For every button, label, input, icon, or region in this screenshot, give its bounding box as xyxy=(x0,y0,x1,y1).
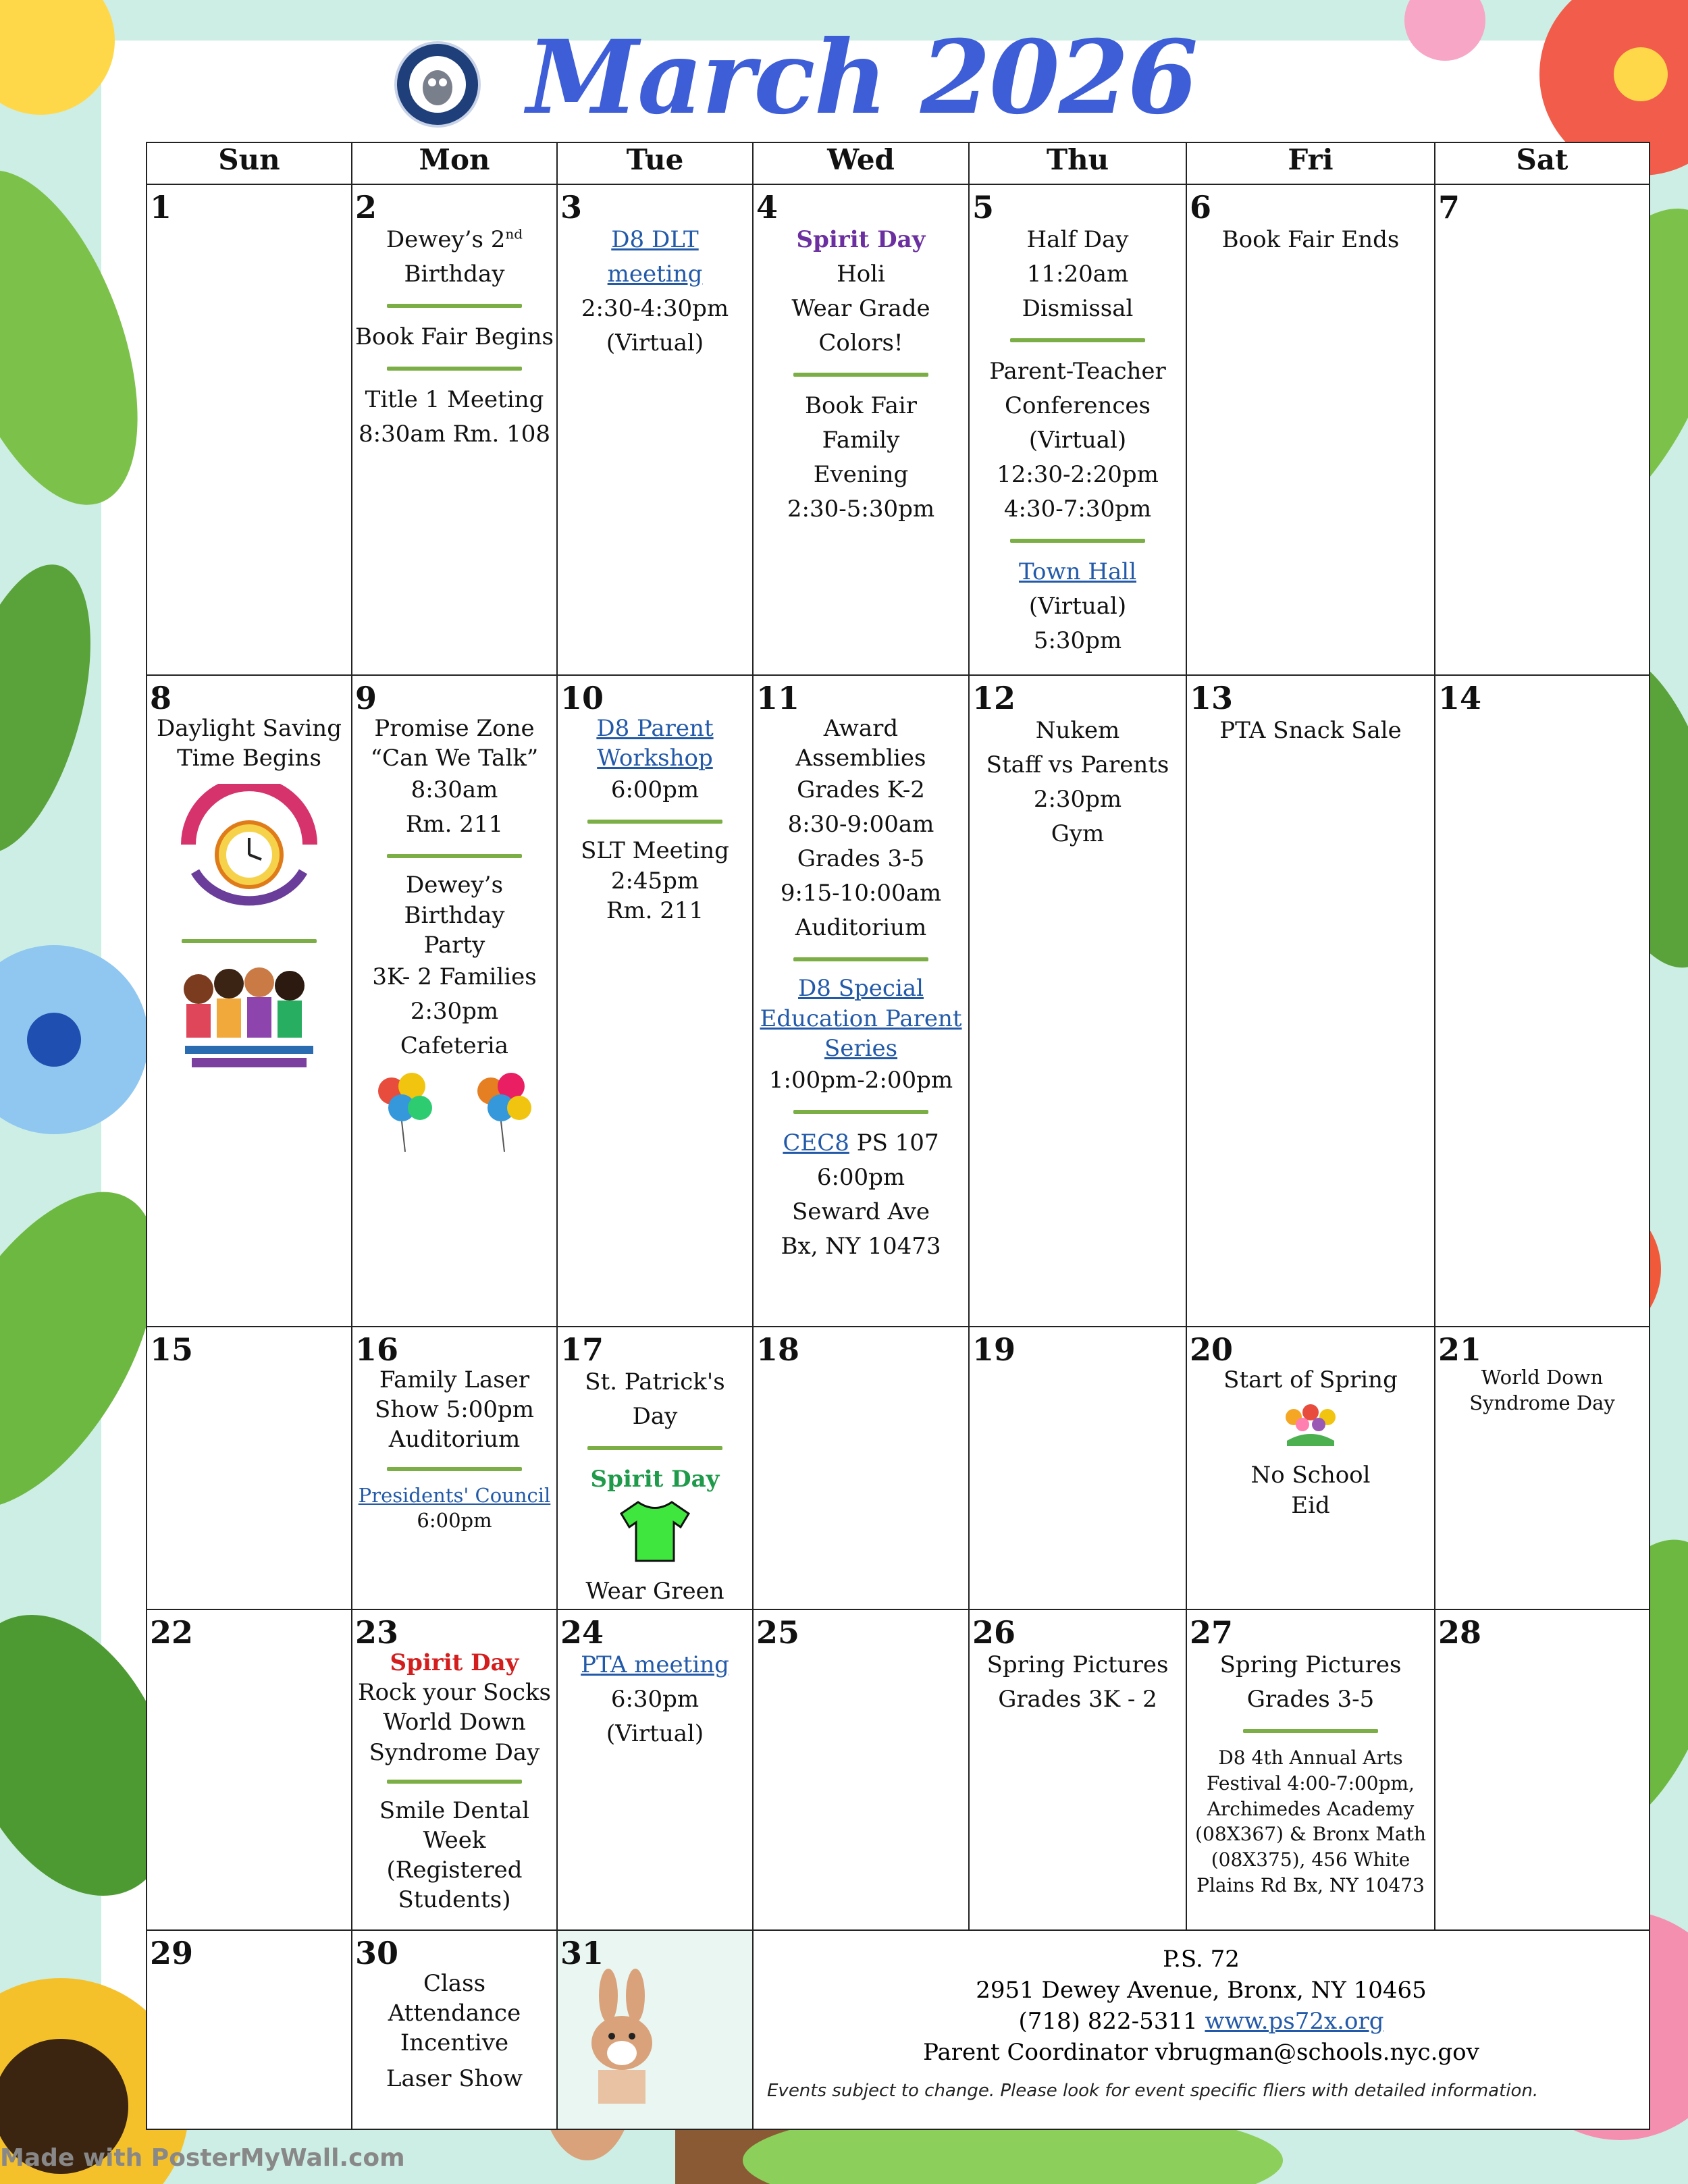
day-number: 17 xyxy=(560,1331,604,1368)
day-cell-2 xyxy=(352,184,557,675)
dlt-meeting-link[interactable]: D8 DLT meeting xyxy=(607,226,703,288)
day-number: 27 xyxy=(1190,1614,1234,1651)
event-text: Syndrome Day xyxy=(369,1738,540,1766)
school-info-cell xyxy=(753,1930,1650,2129)
weekday-header-row xyxy=(147,142,1650,184)
parent-workshop-link[interactable]: D8 Parent xyxy=(596,715,714,742)
day-cell-22 xyxy=(147,1609,352,1930)
event-text: Birthday xyxy=(404,261,505,288)
day-number: 1 xyxy=(150,189,172,225)
event-text: 2:30-4:30pm xyxy=(581,295,729,322)
event-text: Dewey’s 2nd xyxy=(386,225,523,253)
day-number: 6 xyxy=(1190,189,1212,225)
cec8-link[interactable]: CEC8 xyxy=(783,1129,849,1156)
day-number: 2 xyxy=(355,189,377,225)
day-cell-28 xyxy=(1435,1609,1650,1930)
separator xyxy=(387,304,522,308)
event-text: Festival 4:00-7:00pm, xyxy=(1207,1772,1415,1794)
event-text: (Virtual) xyxy=(606,329,704,356)
day-cell-6 xyxy=(1186,184,1435,675)
day-cell-31 xyxy=(557,1930,753,2129)
event-text: No School xyxy=(1250,1462,1371,1489)
day-cell-30 xyxy=(352,1930,557,2129)
day-cell-26 xyxy=(969,1609,1186,1930)
day-cell-1 xyxy=(147,184,352,675)
day-number: 3 xyxy=(560,189,583,225)
event-text: Syndrome Day xyxy=(1469,1391,1615,1414)
event-text: Spring Pictures xyxy=(986,1651,1169,1678)
green-tshirt-icon xyxy=(614,1497,695,1564)
event-text: Promise Zone xyxy=(374,715,535,742)
event-text: Book Fair Ends xyxy=(1221,226,1400,253)
day-number: 13 xyxy=(1190,680,1234,716)
event-text: (Virtual) xyxy=(1028,593,1127,620)
weekday-fri: Fri xyxy=(1186,142,1435,184)
day-number: 9 xyxy=(355,680,377,716)
event-text: Incentive xyxy=(400,2029,509,2057)
event-text: 8:30am xyxy=(411,776,498,804)
event-text: Book Fair xyxy=(804,392,917,419)
international-womens-day-icon xyxy=(172,955,327,1077)
event-text: D8 4th Annual Arts xyxy=(1218,1747,1403,1769)
event-text: 4:30-7:30pm xyxy=(1003,496,1152,523)
event-text: Staff vs Parents xyxy=(986,751,1169,778)
day-cell-11 xyxy=(753,675,969,1327)
event-text: World Down xyxy=(383,1709,526,1736)
day-number: 16 xyxy=(355,1331,399,1368)
event-text: Rm. 211 xyxy=(606,897,704,924)
day-number: 28 xyxy=(1438,1614,1482,1651)
event-text: Colors! xyxy=(818,329,903,356)
day-cell-14 xyxy=(1435,675,1650,1327)
day-cell-8 xyxy=(147,675,352,1327)
event-text: Wear Green xyxy=(585,1578,724,1605)
day-cell-16 xyxy=(352,1327,557,1609)
event-text: Gym xyxy=(1051,820,1105,847)
event-text: Grades 3-5 xyxy=(797,845,925,873)
day-number: 23 xyxy=(355,1614,399,1651)
event-text: Family xyxy=(822,427,900,454)
event-text: PTA Snack Sale xyxy=(1219,717,1402,744)
separator xyxy=(182,939,317,943)
day-cell-3 xyxy=(557,184,753,675)
school-seal-owl-icon xyxy=(394,41,481,128)
event-text: Party xyxy=(423,931,485,959)
event-text: Show 5:00pm xyxy=(375,1396,534,1424)
week-row-5 xyxy=(147,1930,1650,2129)
event-text: 5:30pm xyxy=(1033,627,1122,654)
event-text: Conferences xyxy=(1005,392,1151,419)
event-text: St. Patrick's Day xyxy=(585,1368,725,1430)
event-text: Plains Rd Bx, NY 10473 xyxy=(1196,1873,1425,1896)
separator xyxy=(387,367,522,371)
event-text: World Down xyxy=(1481,1366,1604,1389)
separator xyxy=(587,1446,722,1450)
event-text: 11:20am xyxy=(1026,261,1129,288)
event-text: 6:00pm xyxy=(417,1509,492,1533)
parent-workshop-link[interactable]: Workshop xyxy=(597,745,713,772)
event-text: 2:45pm xyxy=(610,867,700,895)
event-text: Seward Ave xyxy=(791,1198,930,1225)
event-text: Wear Grade xyxy=(791,295,930,322)
event-text: Grades 3K - 2 xyxy=(998,1686,1157,1713)
day-cell-12 xyxy=(969,675,1186,1327)
event-text: Laser Show xyxy=(386,2065,523,2092)
event-text: Holi xyxy=(837,261,885,288)
weekday-tue: Tue xyxy=(557,142,753,184)
school-name: P.S. 72 xyxy=(1163,1946,1240,1973)
event-text: (08X375), 456 White xyxy=(1211,1848,1410,1871)
day-number: 21 xyxy=(1438,1331,1482,1368)
event-text: Rock your Socks xyxy=(357,1679,551,1707)
event-text: 2:30-5:30pm xyxy=(787,496,935,523)
weekday-sat: Sat xyxy=(1435,142,1650,184)
weekday-sun: Sun xyxy=(147,142,352,184)
event-text: Title 1 Meeting xyxy=(365,386,544,413)
day-cell-20 xyxy=(1186,1327,1435,1609)
day-cell-23 xyxy=(352,1609,557,1930)
event-text: Grades K-2 xyxy=(797,776,925,804)
special-ed-series-link[interactable]: D8 Special xyxy=(798,975,924,1003)
day-number: 30 xyxy=(355,1935,399,1971)
day-number: 24 xyxy=(560,1614,604,1651)
day-number: 10 xyxy=(560,680,604,716)
event-text: Dismissal xyxy=(1022,295,1134,322)
event-text: Evening xyxy=(813,461,909,488)
day-cell-4 xyxy=(753,184,969,675)
event-text: Assemblies xyxy=(795,745,926,772)
event-text: 1:00pm-2:00pm xyxy=(768,1066,953,1094)
day-cell-13 xyxy=(1186,675,1435,1327)
event-text: Students) xyxy=(398,1886,511,1914)
separator xyxy=(587,820,722,824)
separator xyxy=(793,957,928,961)
event-text: Parent-Teacher xyxy=(989,358,1166,385)
day-number: 11 xyxy=(756,680,800,716)
day-number: 31 xyxy=(560,1935,604,1971)
event-text: 8:30am Rm. 108 xyxy=(358,421,551,448)
event-text: Grades 3-5 xyxy=(1246,1686,1375,1713)
event-text: 9:15-10:00am xyxy=(780,880,942,907)
separator xyxy=(387,854,522,858)
weekday-mon: Mon xyxy=(352,142,557,184)
day-cell-19 xyxy=(969,1327,1186,1609)
day-cell-21 xyxy=(1435,1327,1650,1609)
event-text: Book Fair Begins xyxy=(355,323,554,350)
event-text: 2:30pm xyxy=(1033,786,1122,813)
day-cell-15 xyxy=(147,1327,352,1609)
spring-flowers-icon xyxy=(1277,1400,1344,1447)
event-text: Daylight Saving xyxy=(157,715,342,742)
event-text: Bx, NY 10473 xyxy=(781,1232,941,1260)
week-row-3 xyxy=(147,1327,1650,1609)
event-text: Rm. 211 xyxy=(405,811,504,838)
day-cell-7 xyxy=(1435,184,1650,675)
week-row-2 xyxy=(147,675,1650,1327)
separator xyxy=(387,1780,522,1784)
day-cell-10 xyxy=(557,675,753,1327)
spirit-day-label: Spirit Day xyxy=(590,1466,720,1493)
event-text: (08X367) & Bronx Math xyxy=(1195,1823,1426,1846)
event-text: Award xyxy=(823,715,899,742)
event-text: 12:30-2:20pm xyxy=(997,461,1159,488)
event-text: Smile Dental xyxy=(379,1796,530,1824)
day-number: 29 xyxy=(150,1935,194,1971)
school-phone: (718) 822-5311 www.ps72x.org xyxy=(1018,2007,1384,2035)
spring-forward-clock-icon xyxy=(175,784,323,919)
event-text: 3K- 2 Families xyxy=(372,963,537,990)
event-text: Time Begins xyxy=(177,745,321,772)
day-cell-24 xyxy=(557,1609,753,1930)
event-text: Family Laser xyxy=(379,1366,530,1393)
day-cell-29 xyxy=(147,1930,352,2129)
event-text: Spring Pictures xyxy=(1219,1651,1402,1678)
day-cell-9 xyxy=(352,675,557,1327)
day-number: 20 xyxy=(1190,1331,1234,1368)
pta-meeting-link[interactable]: PTA meeting xyxy=(581,1651,729,1678)
day-number: 7 xyxy=(1438,189,1460,225)
special-ed-series-link[interactable]: Education Parent xyxy=(760,1005,962,1032)
separator xyxy=(1243,1729,1378,1733)
event-text: Half Day xyxy=(1026,226,1129,253)
weekday-thu: Thu xyxy=(969,142,1186,184)
special-ed-series-link[interactable]: Series xyxy=(824,1034,898,1062)
bunny-icon xyxy=(571,1969,672,2104)
day-cell-27 xyxy=(1186,1609,1435,1930)
day-number: 4 xyxy=(756,189,779,225)
event-text: Archimedes Academy xyxy=(1207,1797,1415,1820)
day-cell-18 xyxy=(753,1327,969,1609)
day-number: 8 xyxy=(150,680,172,716)
event-text: CEC8 PS 107 xyxy=(783,1129,939,1156)
event-text: (Virtual) xyxy=(1028,427,1127,454)
event-text: Cafeteria xyxy=(400,1032,509,1059)
event-text: SLT Meeting xyxy=(581,837,729,865)
day-number: 14 xyxy=(1438,680,1482,716)
spirit-day-label: Spirit Day xyxy=(796,226,926,253)
school-address: 2951 Dewey Avenue, Bronx, NY 10465 xyxy=(976,1976,1427,2004)
week-row-1 xyxy=(147,184,1650,675)
event-text: Auditorium xyxy=(795,914,927,942)
day-number: 26 xyxy=(972,1614,1016,1651)
event-text: Nukem xyxy=(1035,717,1120,744)
page-title: March 2026 xyxy=(527,18,1197,137)
weekday-wed: Wed xyxy=(753,142,969,184)
spirit-day-label: Spirit Day xyxy=(390,1649,519,1676)
balloons-icon xyxy=(371,1067,439,1155)
presidents-council-link[interactable]: Presidents' Council xyxy=(358,1483,551,1507)
event-text: Auditorium xyxy=(388,1426,521,1454)
day-number: 25 xyxy=(756,1614,800,1651)
event-text: 6:30pm (Virtual) xyxy=(606,1686,704,1747)
balloons-icon xyxy=(471,1067,538,1155)
event-text: “Can We Talk” xyxy=(370,745,539,772)
day-cell-5 xyxy=(969,184,1186,675)
day-number: 22 xyxy=(150,1614,194,1651)
event-text: Week xyxy=(423,1826,486,1854)
event-text: Class Attendance xyxy=(388,1970,521,2027)
event-text: 6:00pm xyxy=(816,1163,905,1191)
event-text: Eid xyxy=(1291,1491,1330,1519)
day-number: 15 xyxy=(150,1331,194,1368)
separator xyxy=(793,373,928,377)
day-number: 5 xyxy=(972,189,995,225)
school-website-link[interactable]: www.ps72x.org xyxy=(1205,2007,1384,2035)
event-text: Dewey’s Birthday xyxy=(404,872,505,929)
week-row-4 xyxy=(147,1609,1650,1930)
separator xyxy=(1010,539,1145,543)
event-text: 8:30-9:00am xyxy=(787,811,934,838)
parent-coordinator: Parent Coordinator vbrugman@schools.nyc.gov xyxy=(923,2038,1479,2066)
separator xyxy=(793,1110,928,1114)
day-number: 12 xyxy=(972,680,1016,716)
event-text: (Registered xyxy=(386,1857,523,1884)
separator xyxy=(1010,338,1145,342)
day-cell-25 xyxy=(753,1609,969,1930)
event-text: 2:30pm xyxy=(410,997,499,1025)
separator xyxy=(387,1467,522,1471)
event-text: 6:00pm xyxy=(610,776,700,804)
event-text: Start of Spring xyxy=(1223,1366,1398,1393)
disclaimer-note: Events subject to change. Please look for event specific fliers with detailed information. xyxy=(767,2080,1539,2101)
day-number: 19 xyxy=(972,1331,1016,1368)
day-number: 18 xyxy=(756,1331,800,1368)
town-hall-link[interactable]: Town Hall xyxy=(1019,558,1136,585)
day-cell-17 xyxy=(557,1327,753,1609)
calendar-grid xyxy=(146,142,1650,2130)
watermark: Made with PosterMyWall.com xyxy=(0,2144,405,2172)
